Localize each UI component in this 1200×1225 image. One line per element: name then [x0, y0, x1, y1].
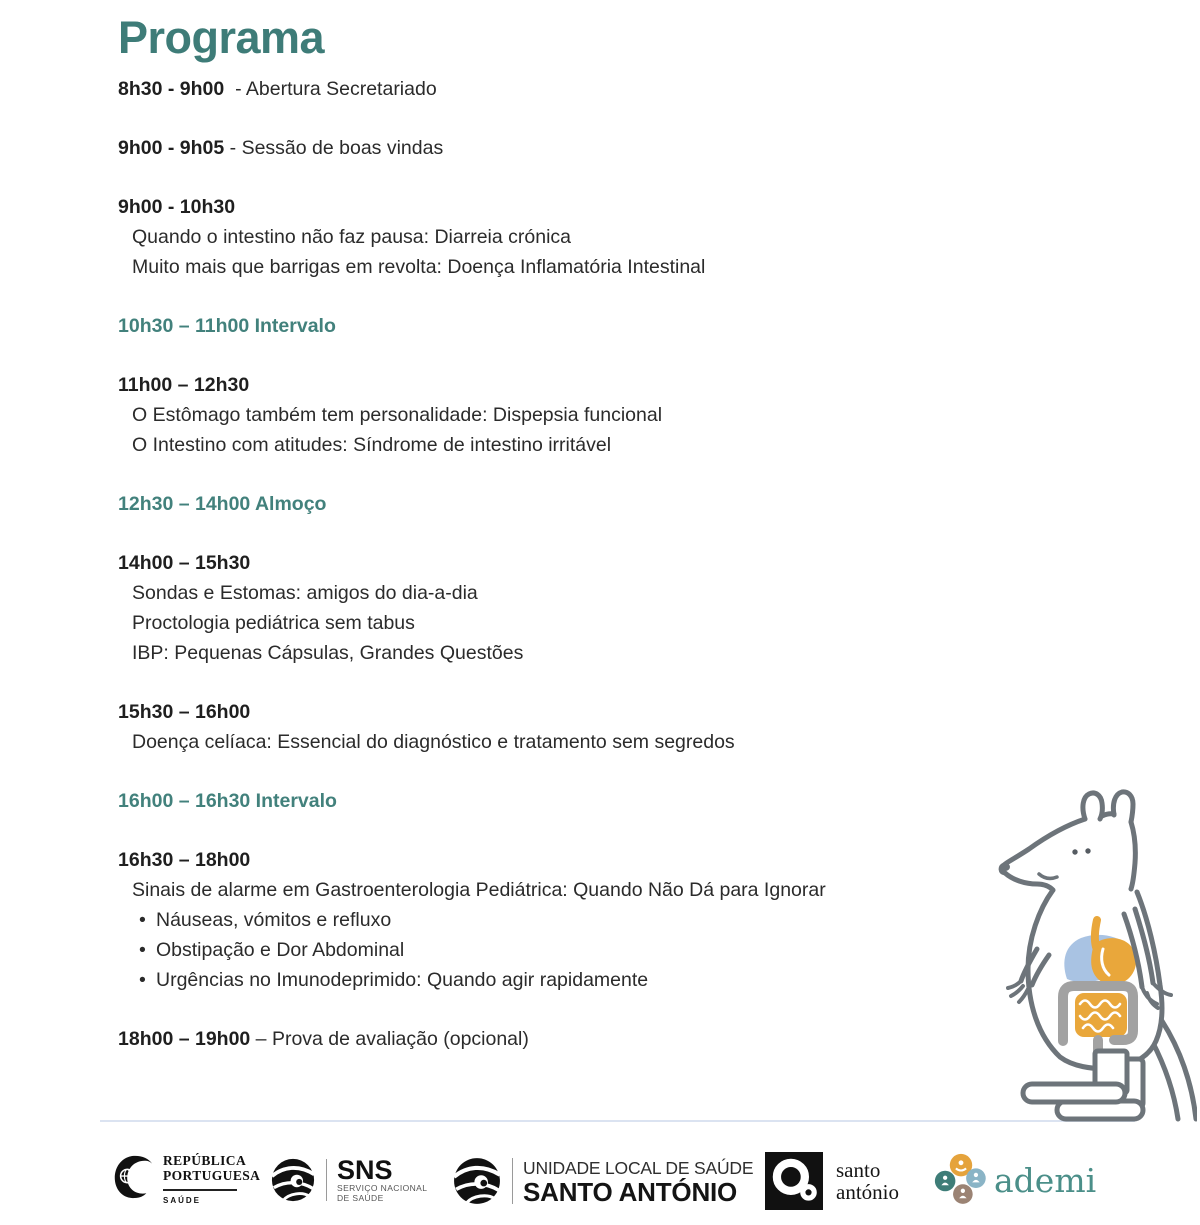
sns-title: SNS [337, 1155, 393, 1185]
uls-line2: SANTO ANTÓNIO [523, 1176, 738, 1207]
time-range: 9h00 - 10h30 [118, 196, 236, 218]
schedule-interval-morning: 10h30 – 11h00 Intervalo [118, 315, 336, 337]
sns-text-block [337, 1157, 427, 1203]
schedule-block-late [118, 845, 998, 995]
schedule-item-opening [118, 74, 998, 104]
schedule-item-welcome [118, 133, 998, 163]
time-range: 8h30 - 9h00 [118, 78, 225, 100]
time-range: 14h00 – 15h30 [118, 552, 251, 574]
session-label: Proctologia pediátrica sem tabus [132, 612, 415, 634]
schedule-block-morning-2 [118, 370, 998, 460]
schedule-interval-afternoon: 16h00 – 16h30 Intervalo [118, 790, 337, 812]
time-range: 11h00 – 12h30 [118, 374, 250, 396]
republica-rule [163, 1189, 237, 1191]
logo-divider-bar [326, 1159, 327, 1201]
footer-divider-line [100, 1120, 1135, 1122]
time-range: 9h00 - 9h05 [118, 137, 225, 159]
session-label: Sondas e Estomas: amigos do dia-a-dia [132, 582, 478, 604]
time-range: 18h00 – 19h00 [118, 1028, 251, 1050]
time-range: 16h30 – 18h00 [118, 849, 251, 871]
kangaroo-digestive-illustration [997, 789, 1197, 1122]
session-label: Muito mais que barrigas em revolta: Doença Inflamatória Intestinal [132, 256, 706, 278]
logo-sns [270, 1157, 427, 1203]
sns-subtitle-2: DE SAÚDE [337, 1193, 384, 1203]
session-label: IBP: Pequenas Cápsulas, Grandes Questões [132, 642, 524, 664]
bullet-item: • Urgências no Imunodeprimido: Quando agir rapidamente [118, 965, 998, 995]
republica-line2: PORTUGUESA [163, 1168, 261, 1183]
session-label: Doença celíaca: Essencial do diagnóstico e tratamento sem segredos [132, 731, 735, 753]
separator: - [224, 137, 242, 159]
republica-emblem-icon [112, 1153, 154, 1201]
sns-sphere-icon [452, 1156, 502, 1206]
santo-antonio-line1: santo [836, 1158, 881, 1182]
session-label: Prova de avaliação (opcional) [271, 1028, 529, 1050]
schedule-item-exam [118, 1024, 998, 1054]
bullet-item: • Náuseas, vómitos e refluxo [118, 905, 998, 935]
sns-sphere-icon [270, 1157, 316, 1203]
time-range: 15h30 – 16h00 [118, 701, 251, 723]
ademi-circles-icon [933, 1152, 989, 1210]
session-label: Sessão de boas vindas [241, 137, 444, 159]
logo-divider-bar [512, 1158, 513, 1204]
republica-line1: REPÚBLICA [163, 1153, 247, 1168]
schedule-interval-lunch: 12h30 – 14h00 Almoço [118, 493, 327, 515]
session-label: Sinais de alarme em Gastroenterologia Pediátrica: Quando Não Dá para Ignorar [132, 879, 826, 901]
sns-subtitle-1: SERVIÇO NACIONAL [337, 1183, 428, 1193]
logo-santo-antonio-hospital [765, 1152, 899, 1210]
separator: – [250, 1028, 272, 1050]
schedule-content [118, 10, 998, 1083]
santo-antonio-rings-icon [765, 1152, 823, 1210]
ademi-wordmark: ademi [994, 1161, 1097, 1200]
separator: - [224, 78, 246, 100]
session-label: Abertura Secretariado [245, 78, 437, 100]
republica-saude-label: SAÚDE [163, 1195, 202, 1205]
session-label: O Estômago também tem personalidade: Dispepsia funcional [132, 404, 663, 426]
logo-uls-santo-antonio [452, 1156, 753, 1206]
uls-line1: UNIDADE LOCAL DE SAÚDE [523, 1157, 754, 1178]
schedule-block-morning-1 [118, 192, 998, 282]
page-title: Programa [118, 12, 325, 63]
uls-text-block [523, 1158, 753, 1205]
session-label: O Intestino com atitudes: Síndrome de intestino irritável [132, 434, 612, 456]
schedule-block-afternoon-2 [118, 697, 998, 757]
bullet-item: • Obstipação e Dor Abdominal [118, 935, 998, 965]
republica-text-block [163, 1153, 260, 1205]
santo-antonio-text-block [836, 1159, 899, 1203]
schedule-block-afternoon-1 [118, 548, 998, 668]
logo-ademi [933, 1152, 1096, 1210]
santo-antonio-line2: antónio [836, 1180, 899, 1204]
logo-republica-portuguesa [112, 1153, 260, 1205]
session-label: Quando o intestino não faz pausa: Diarreia crónica [132, 226, 572, 248]
